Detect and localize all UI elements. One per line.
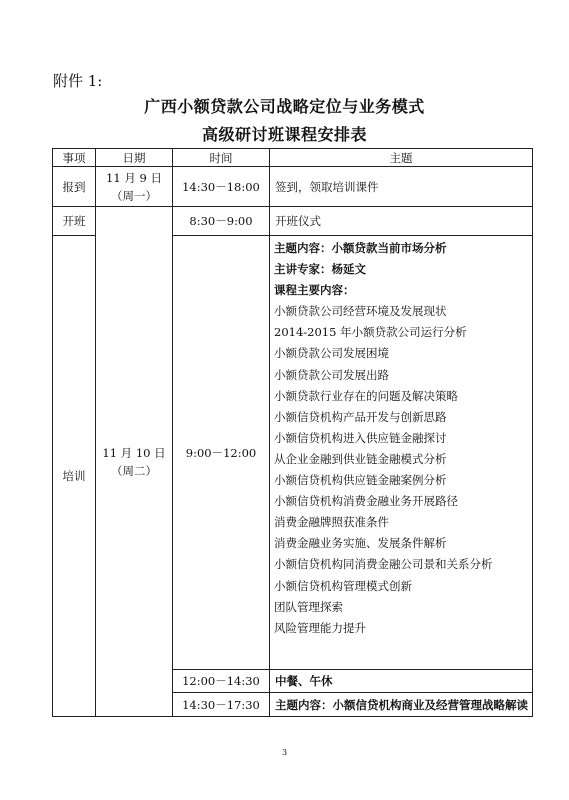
schedule-table bbox=[52, 148, 533, 717]
topic-line: 课程主要内容： bbox=[274, 283, 355, 298]
topic-line: 2014-2015 年小额贷款公司运行分析 bbox=[274, 325, 467, 340]
cell-time-morning: 9:00－12:00 bbox=[173, 236, 270, 670]
cell-time-afternoon: 14:30－17:30 bbox=[173, 693, 270, 717]
attachment-label: 附件 1: bbox=[53, 72, 103, 90]
table-row-opening bbox=[53, 207, 533, 236]
topic-line: 小额信贷机构同消费金融公司景和关系分析 bbox=[274, 557, 493, 572]
topic-line: 小额信贷机构产品开发与创新思路 bbox=[274, 409, 447, 424]
cell-time-checkin: 14:30－18:00 bbox=[173, 167, 270, 207]
cell-topic-morning bbox=[270, 236, 533, 670]
table-header-row bbox=[53, 149, 533, 167]
cell-time-opening: 8:30－9:00 bbox=[173, 207, 270, 236]
topic-line: 团队管理探索 bbox=[274, 599, 343, 614]
page-number: 3 bbox=[281, 748, 288, 757]
topic-line: 风险管理能力提升 bbox=[274, 620, 366, 635]
header-item: 事项 bbox=[53, 149, 96, 167]
topic-line: 小额信贷机构管理模式创新 bbox=[274, 578, 412, 593]
cell-date-training bbox=[96, 207, 173, 717]
topic-line: 消费金融业务实施、发展条件解析 bbox=[274, 536, 447, 551]
topic-line: 从企业金融到供业链金融模式分析 bbox=[274, 451, 447, 466]
topic-line: 主题内容：小额贷款当前市场分析 bbox=[274, 241, 447, 255]
header-topic: 主题 bbox=[270, 149, 533, 167]
topic-line: 小额贷款公司经营环境及发展现状 bbox=[274, 304, 447, 319]
cell-topic-lunch: 中餐、午休 bbox=[270, 670, 533, 693]
date-checkin: 11 月 9 日 bbox=[106, 170, 162, 185]
cell-topic-opening: 开班仪式 bbox=[270, 207, 533, 236]
topic-line: 小额贷款公司发展出路 bbox=[274, 367, 389, 382]
header-date: 日期 bbox=[96, 149, 173, 167]
cell-item-checkin: 报到 bbox=[53, 167, 96, 207]
weekday-checkin: （周一） bbox=[111, 188, 157, 203]
table-row-checkin bbox=[53, 167, 533, 207]
header-time: 时间 bbox=[173, 149, 270, 167]
topic-line: 主讲专家：杨延文 bbox=[274, 262, 366, 277]
cell-date-checkin bbox=[96, 167, 173, 207]
date-training: 11 月 10 日 bbox=[102, 445, 166, 460]
topic-line: 消费金融牌照获准条件 bbox=[274, 515, 389, 530]
topic-line: 小额贷款行业存在的问题及解决策略 bbox=[274, 388, 458, 403]
cell-item-opening: 开班 bbox=[53, 207, 96, 236]
cell-topic-checkin: 签到，领取培训课件 bbox=[270, 167, 533, 207]
cell-topic-afternoon: 主题内容：小额信贷机构商业及经营管理战略解读 bbox=[270, 693, 533, 717]
topic-line: 小额信贷机构进入供应链金融探讨 bbox=[274, 430, 447, 445]
topic-line: 小额信贷机构消费金融业务开展路径 bbox=[274, 494, 458, 509]
weekday-training: （周二） bbox=[111, 463, 157, 478]
topic-line: 小额贷款公司发展困境 bbox=[274, 346, 389, 361]
document-subtitle: 高级研讨班课程安排表 bbox=[201, 125, 367, 144]
document-title: 广西小额贷款公司战略定位与业务模式 bbox=[144, 97, 425, 116]
cell-time-lunch: 12:00－14:30 bbox=[173, 670, 270, 693]
cell-item-training: 培训 bbox=[53, 236, 96, 717]
topic-line: 小额信贷机构供应链金融案例分析 bbox=[274, 473, 447, 488]
